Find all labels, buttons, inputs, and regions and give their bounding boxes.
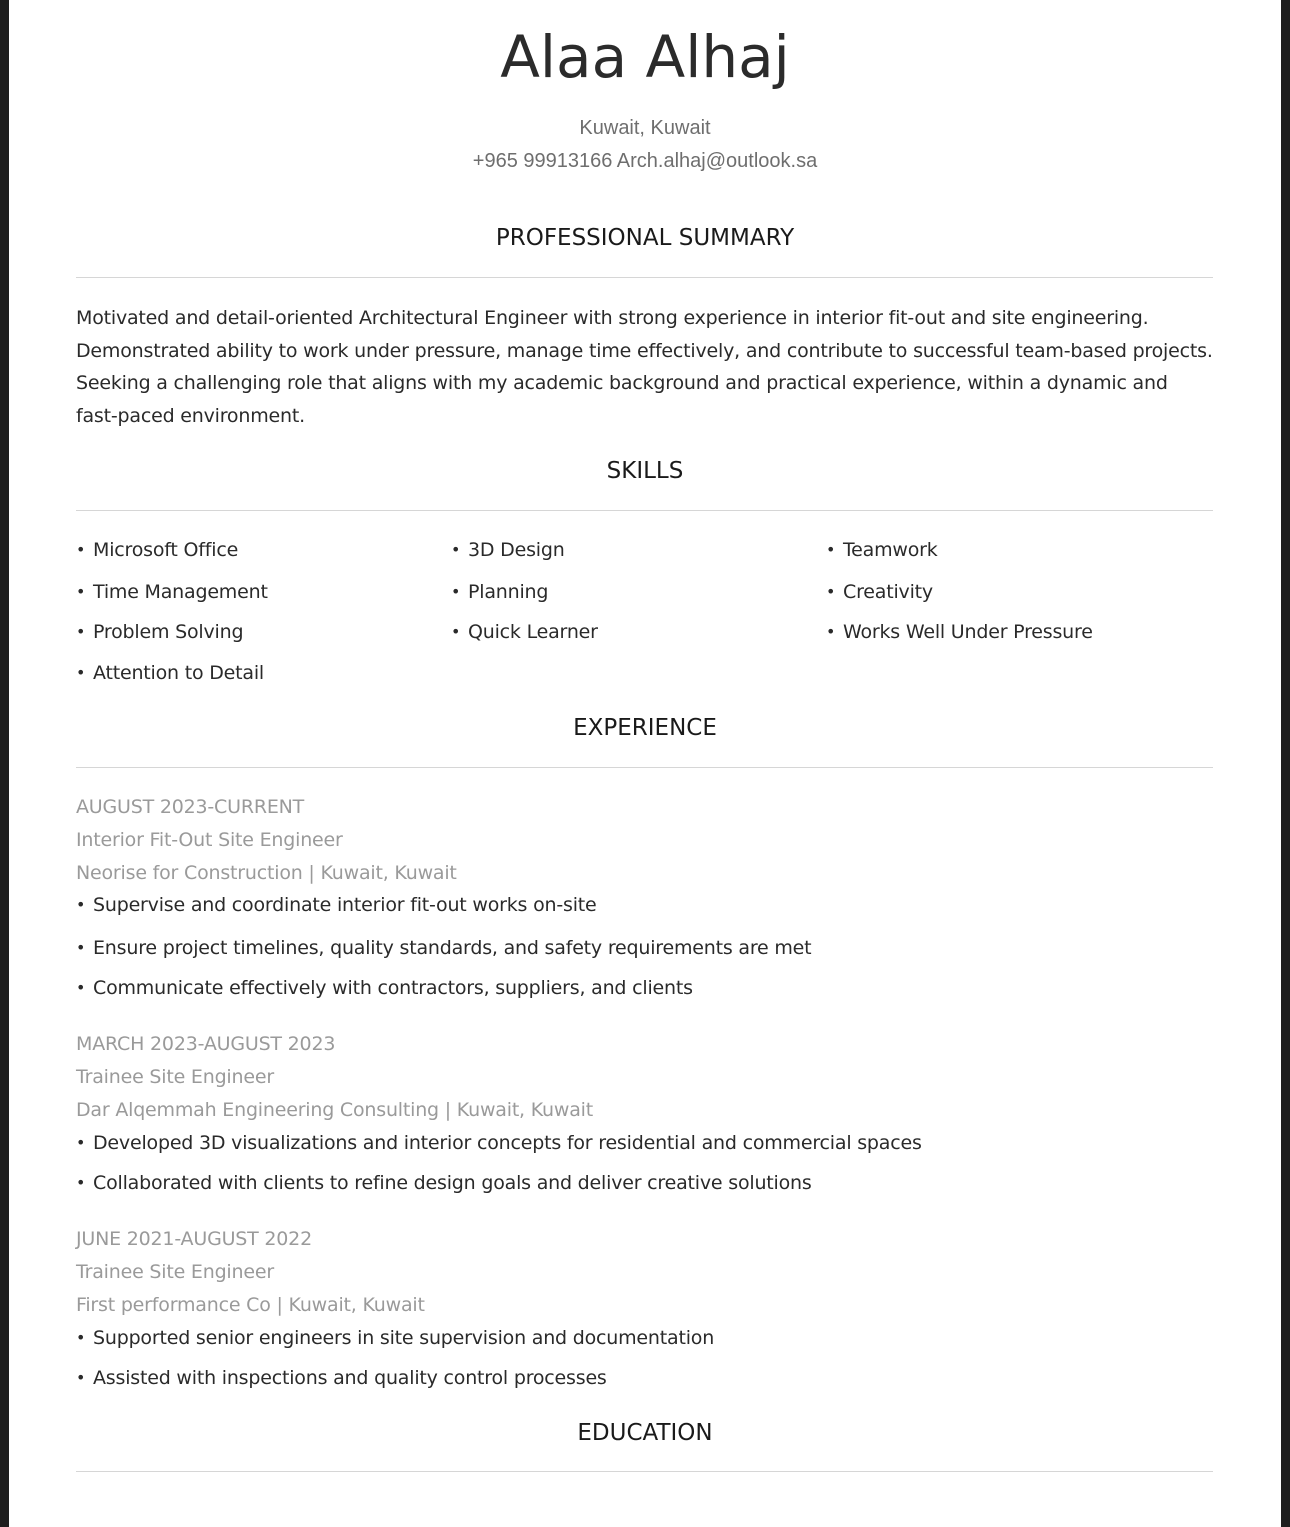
job-company: First performance Co | Kuwait, Kuwait	[76, 1294, 425, 1316]
job-company: Dar Alqemmah Engineering Consulting | Kuwait, Kuwait	[76, 1099, 594, 1121]
summary-heading: PROFESSIONAL SUMMARY	[495, 225, 795, 251]
job-role: Interior Fit-Out Site Engineer	[76, 829, 343, 851]
location: Kuwait, Kuwait	[579, 117, 711, 139]
job-role: Trainee Site Engineer	[76, 1066, 274, 1088]
skills-heading: SKILLS	[606, 458, 684, 484]
experience-heading: EXPERIENCE	[573, 715, 717, 741]
candidate-name: Alaa Alhaj	[500, 23, 790, 91]
job-company: Neorise for Construction | Kuwait, Kuwait	[76, 862, 457, 884]
summary-divider	[76, 277, 1213, 278]
job-role: Trainee Site Engineer	[76, 1261, 274, 1283]
resume-page: Alaa Alhaj Kuwait, Kuwait +965 99913166 Arch.alhaj@outlook.sa PROFESSIONAL SUMMARY Motivated and detail-oriented Architectural Engineer with strong experience in interior fit-out and site engineering. Demonstrated ability to work under pressure, manage time effectively, and contribute to successful team-based projects. Seeking a challenging role that aligns with my academic background and practical experience, within a dynamic and fast-paced environment. SKILLS • Microsoft Office • 3D Design • Teamwork • Time Management • Planning • Creativity • Problem Solving • Quick Learner • Works Well Under Pressure • Attention to Detail EXPERIENCE AUGUST 2023-CURRENT Interior Fit-Out Site Engineer Neorise for Construction | Kuwait, Kuwait • Supervise and coordinate interior fit-out works on-site • Ensure project timelines, quality standards, and safety requirements are met • Communicate effectively with contractors, suppliers, and clients MARCH 2023-AUGUST 2023 Trainee Site Engineer Dar Alqemmah Engineering Consulting | Kuwait, Kuwait • Developed 3D visualizations and interior concepts for residential and commercial spaces • Collaborated with clients to refine design goals and deliver creative solutions JUNE 2021-AUGUST 2022 Trainee Site Engineer First performance Co | Kuwait, Kuwait • Supported senior engineers in site supervision and documentation • Assisted with inspections and quality control processes EDUCATION	[9, 0, 1281, 1527]
education-divider	[76, 1471, 1213, 1472]
skills-divider	[76, 510, 1213, 511]
job-dates: JUNE 2021-AUGUST 2022	[76, 1228, 312, 1250]
education-heading: EDUCATION	[577, 1420, 713, 1446]
experience-divider	[76, 767, 1213, 768]
job-dates: MARCH 2023-AUGUST 2023	[76, 1033, 336, 1055]
job-dates: AUGUST 2023-CURRENT	[76, 796, 305, 818]
contact-line: +965 99913166 Arch.alhaj@outlook.sa	[472, 150, 818, 172]
summary-text: Motivated and detail-oriented Architectural Engineer with strong experience in interior fit-out and site engineering. Demonstrated ability to work under pressure, manage time effectively, and contribute to successful team-based projects. Seeking a challenging role that aligns with my academic background and practical experience, within a dynamic and fast-paced environment.	[76, 307, 1213, 428]
